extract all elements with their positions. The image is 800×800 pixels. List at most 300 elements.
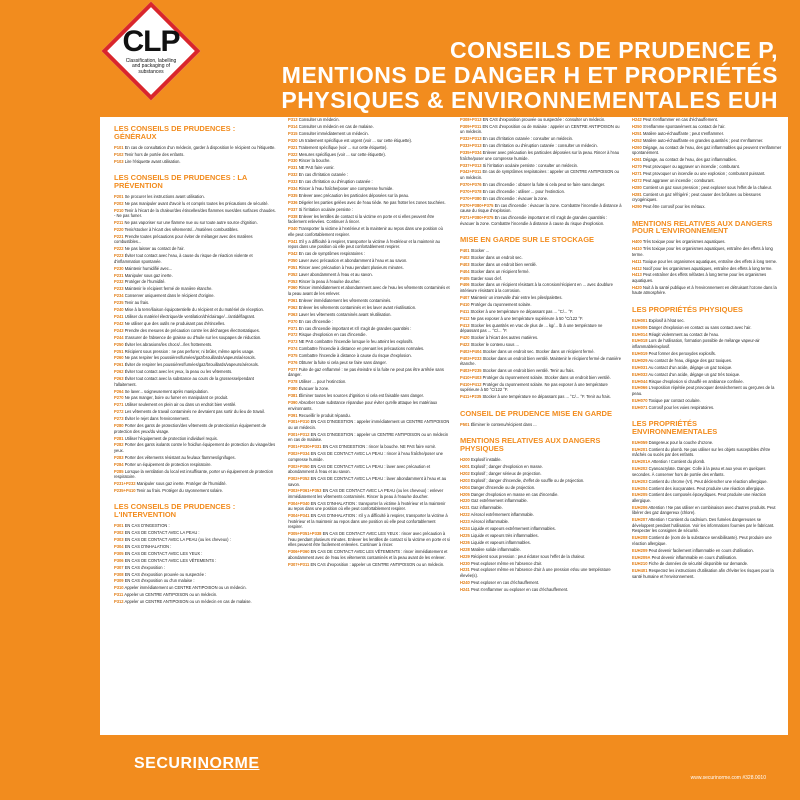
- statement-code: P210: [114, 207, 124, 213]
- statement-item: [288, 393, 450, 399]
- statement-text: Garder sous clef.: [470, 275, 502, 281]
- statement-item: [632, 405, 782, 411]
- title-line-1: CONSEILS DE PRUDENCE P,: [449, 37, 778, 63]
- statement-text: Rincer la bouche.: [298, 158, 331, 164]
- statement-text: Contient du plomb. Ne pas utiliser sur les objets susceptibles d'être mâchés ou sucés par des enfants.: [632, 446, 771, 458]
- statement-text: Peut s'enflammer ou exploser en cas d'échauffement.: [470, 586, 569, 592]
- statement-item: [288, 379, 450, 385]
- brand-part-1: SECURI: [134, 755, 198, 772]
- statement-code: P321: [288, 144, 298, 150]
- statement-code: P244: [114, 334, 124, 340]
- statement-text: Ne utiliser que des outils ne produisant pas d'étincelles.: [124, 320, 226, 326]
- statement-text: Se procurer les instructions avant utilisation.: [124, 193, 205, 199]
- statement-code: EUH202: [632, 466, 648, 472]
- statement-item: [288, 451, 450, 462]
- statement-text: Danger d'explosion en contact ou sans contact avec l'air.: [648, 324, 752, 330]
- statement-text: En cas d'incendie : évacuer la zone. Combattre l'incendie à distance à cause du risque d'explosion.: [460, 202, 622, 214]
- statement-text: EN CAS d'exposition ou de malaise : appeler un CENTRE ANTIPOISON ou un médecin.: [460, 123, 620, 135]
- statement-code: EUH207: [632, 517, 648, 523]
- statement-text: Explosif à l'état sec.: [648, 317, 685, 323]
- statement-item: [114, 220, 276, 226]
- statement-item: [632, 479, 782, 485]
- statement-item: [114, 234, 276, 245]
- statement-code: P311: [114, 592, 124, 598]
- statement-text: Porter des vêtements résistant au feu/aux flammes/ignifuges.: [124, 454, 236, 460]
- statement-item: [288, 444, 450, 450]
- statement-item: [114, 300, 276, 306]
- statement-item: [632, 138, 782, 144]
- statement-text: EN CAS D'INHALATION :: [124, 543, 172, 549]
- statement-code: P281: [114, 435, 124, 441]
- statement-item: [632, 358, 782, 364]
- statement-code: P312: [114, 599, 124, 605]
- statement-item: [460, 457, 622, 463]
- statement-code: H220: [460, 498, 470, 504]
- section-heading: MENTIONS RELATIVES AUX DANGERS PHYSIQUES: [460, 436, 601, 454]
- statement-code: EUH014: [632, 331, 648, 337]
- statement-code: P231+P232: [114, 481, 136, 487]
- statement-item: [460, 498, 622, 504]
- statement-code: P201: [114, 193, 124, 199]
- statement-item: [460, 309, 622, 315]
- statement-item: [114, 369, 276, 375]
- statement-code: H225: [460, 532, 470, 538]
- statement-item: [460, 587, 622, 593]
- statement-code: P340: [288, 226, 298, 232]
- statement-code: P377: [288, 366, 298, 372]
- statement-item: [288, 488, 450, 499]
- statement-text: Utiliser seulement en plein air ou dans un endroit bien ventilé.: [124, 402, 237, 408]
- statement-code: P405: [460, 275, 470, 281]
- statement-code: P333: [288, 179, 298, 185]
- statement-item: [114, 572, 276, 578]
- statement-code: P390: [288, 400, 298, 406]
- statement-text: Aérosol inflammable.: [470, 519, 509, 525]
- statement-text: Peut exploser même en l'absence d'air à une pression et/ou une température élevée(s).: [460, 567, 611, 578]
- statement-text: Porter un équipement de protection respiratoire.: [124, 461, 212, 467]
- statement-code: P380: [288, 386, 298, 392]
- statement-code: P350: [288, 257, 298, 263]
- statement-item: [632, 398, 782, 404]
- statement-text: Ne pas manipuler avant d'avoir lu et compris toutes les précautions de sécurité.: [124, 200, 269, 206]
- statement-code: P412: [460, 315, 470, 321]
- statement-code: P351: [288, 264, 298, 270]
- statement-code: P251: [114, 348, 124, 354]
- statement-text: Maintenir humidifié avec...: [124, 265, 173, 271]
- statement-item: [114, 376, 276, 387]
- statement-item: [632, 325, 782, 331]
- statement-item: [632, 440, 782, 446]
- statement-text: Combattre l'incendie à distance en prenant les précautions normales.: [298, 346, 425, 352]
- statement-code: P320: [288, 137, 298, 143]
- statement-item: [288, 332, 450, 338]
- statement-code: P264: [114, 388, 124, 394]
- statement-code: P342+P311: [460, 169, 482, 175]
- statement-item: [288, 346, 450, 352]
- statement-item: [460, 295, 622, 301]
- statement-text: Contient un gaz réfrigéré ; peut causer des brûlures ou blessures cryogéniques.: [632, 191, 761, 203]
- statement-item: [632, 171, 782, 177]
- statement-item: [288, 124, 450, 130]
- statement-text: EN CAS DE CONTACT AVEC LES YEUX : rincer avec précaution à l'eau pendant plusieurs minutes. Enlever les lentilles de contact si la victime en porte et si elles peuvent être facilement enlevées. Continuer à rincer.: [288, 531, 450, 548]
- statement-text: Consulter un médecin.: [298, 117, 340, 122]
- statement-code: EUH201A: [632, 459, 651, 465]
- statement-item: [632, 332, 782, 338]
- statement-code: EUH401: [632, 568, 648, 574]
- statement-code: EUH206: [632, 504, 648, 510]
- statement-text: Évacuer la zone.: [298, 386, 330, 392]
- statement-item: [114, 389, 276, 395]
- statement-text: NE PAS combattre l'incendie lorsque le feu atteint les explosifs.: [298, 339, 414, 345]
- page-title: [258, 38, 778, 112]
- statement-item: [114, 592, 276, 598]
- section-heading: LES CONSEILS DE PRUDENCES : L'INTERVENTION: [114, 502, 236, 520]
- statement-item: [460, 567, 622, 578]
- statement-code: P337+P313: [460, 162, 482, 168]
- statement-item: [288, 305, 450, 311]
- statement-item: [632, 272, 782, 283]
- statement-text: Rincer à l'eau fraîche/poser une compresse humide.: [298, 186, 394, 192]
- statement-item: [288, 131, 450, 137]
- statement-item: [288, 214, 450, 225]
- statement-code: P302: [114, 530, 124, 536]
- statement-code: P272: [114, 409, 124, 415]
- statement-text: Traitement spécifique (voir ... sur cette étiquette).: [298, 144, 388, 150]
- statement-code: P341: [288, 238, 298, 244]
- statement-text: Peut être corrosif pour les métaux.: [642, 204, 706, 209]
- statement-code: P370+P376: [460, 181, 482, 187]
- statement-item: [288, 353, 450, 359]
- statement-code: P420: [460, 334, 470, 340]
- statement-item: [288, 312, 450, 318]
- statement-item: [460, 368, 622, 374]
- statement-text: Au contact de l'eau, dégage des gaz toxiques.: [648, 357, 733, 363]
- statement-text: Peut exploser même en l'absence d'air.: [470, 560, 543, 566]
- statement-item: [460, 255, 622, 261]
- column-3: [460, 117, 622, 735]
- statement-item: [460, 143, 622, 149]
- statement-text: Fiche de données de sécurité disponible sur demande.: [648, 561, 749, 567]
- statement-item: [114, 328, 276, 334]
- statement-item: [460, 269, 622, 275]
- statement-code: P301+P312: [288, 431, 310, 437]
- statement-item: [460, 540, 622, 546]
- statement-text: Matière solide inflammable.: [470, 546, 521, 552]
- statement-code: P103: [114, 158, 124, 164]
- statement-text: Porter des gants isolants contre le froid/un équipement de protection du visage/des yeux.: [114, 442, 276, 453]
- statement-item: [288, 239, 450, 250]
- statement-text: Éviter tout contact avec l'eau, à cause du risque de réaction violente et d'inflammation spontanée.: [114, 253, 253, 264]
- statement-item: [288, 400, 450, 411]
- statement-text: Enlever les vêtements contaminés et les laver avant réutilisation.: [298, 304, 417, 310]
- statement-item: [288, 319, 450, 325]
- statement-code: P309+P311: [460, 123, 482, 129]
- statement-item: [114, 279, 276, 285]
- statement-code: P250: [114, 341, 124, 347]
- statement-text: EN CAS D'INGESTION :: [124, 523, 170, 529]
- statement-text: En cas de symptômes respiratoires : appeler un CENTRE ANTIPOISON ou un médecin.: [460, 169, 619, 180]
- statement-item: [114, 286, 276, 292]
- statement-code: P373: [288, 339, 298, 345]
- statement-text: Si l'irritation oculaire persiste : consulter un médecin.: [482, 162, 579, 168]
- statement-code: P235: [114, 300, 124, 306]
- statement-code: P333+P313: [460, 143, 482, 149]
- statement-text: Appeler un CENTRE ANTIPOISON ou un médecin en cas de malaise.: [124, 599, 252, 605]
- statement-text: Gaz extrêmement inflammable.: [470, 498, 528, 504]
- statement-text: Stocker les quantités en vrac de plus de ... kg/... lb à une température ne dépassant pas ... °C/... °F.: [460, 322, 603, 334]
- statement-text: Liquide et vapeurs très inflammables.: [470, 532, 539, 538]
- statement-item: [632, 259, 782, 265]
- statement-text: EN CAS d'exposition prouvée ou suspectée :: [124, 571, 207, 577]
- statement-code: H203: [460, 477, 470, 483]
- statement-text: EN CAS d'exposition :: [124, 564, 165, 570]
- statement-item: [632, 568, 782, 579]
- statement-code: P301+P330+P331: [288, 444, 322, 450]
- statement-text: Peut former des peroxydes explosifs.: [648, 350, 716, 356]
- statement-text: Dégage, au contact de l'eau, des gaz inflammables qui peuvent s'enflammer spontanément.: [632, 144, 782, 156]
- statement-text: Un traitement spécifique est urgent (voir ... sur cette étiquette).: [298, 137, 413, 143]
- statement-item: [460, 464, 622, 470]
- statement-text: Attention ! Ne pas utiliser en combinaison avec d'autres produits. Peut libérer des gaz dangereux (chlore).: [632, 504, 776, 516]
- statement-text: Tenir hors de portée des enfants.: [124, 151, 185, 157]
- statement-code: P307+P311: [288, 561, 310, 567]
- statement-text: Prendre toutes précautions pour éviter de mélanger avec des matières combustibles...: [114, 233, 253, 245]
- statement-text: Tenir au frais.: [124, 300, 150, 306]
- statement-item: [288, 158, 450, 164]
- statement-code: H242: [632, 117, 642, 122]
- statement-text: Stocker dans un récipient résistant à la corrosion/récipient en ... avec doublure intérieure résistant à la corrosion.: [460, 282, 613, 293]
- statement-text: Rincer avec précaution à l'eau pendant plusieurs minutes.: [298, 264, 404, 270]
- statement-item: [632, 338, 782, 349]
- statement-code: P243: [114, 327, 124, 333]
- statement-item: [632, 365, 782, 371]
- statement-item: [114, 395, 276, 401]
- statement-item: [632, 459, 782, 465]
- statement-code: EUH059: [632, 440, 648, 445]
- statement-text: Rincer la peau à l'eau/se doucher.: [298, 278, 361, 284]
- statement-code: P285: [114, 468, 124, 474]
- statement-item: [114, 349, 276, 355]
- statement-text: Nuit à la santé publique et à l'environnement en détruisant l'ozone dans la haute atmosphère.: [632, 284, 777, 296]
- statement-item: [288, 207, 450, 213]
- statement-code: EUH071: [632, 404, 648, 410]
- statement-code: H411: [632, 258, 642, 264]
- statement-code: EUH018: [632, 338, 648, 344]
- statement-code: P410: [460, 301, 470, 307]
- statement-item: [114, 442, 276, 453]
- statement-code: P241: [114, 313, 124, 319]
- statement-code: P306+P360: [288, 549, 310, 555]
- statement-item: [460, 335, 622, 341]
- statement-text: En cas d'incendie important et s'il s'agit de grandes quantités : évacuer la zone. Combattre l'incendie à distance à cause du risque d'explosion.: [460, 215, 608, 226]
- statement-text: Lorsque la ventilation du local est insuffisante, porter un équipement de protection respiratoire.: [114, 468, 274, 480]
- statement-code: P378: [288, 379, 298, 385]
- statement-code: P301+P310: [288, 419, 310, 425]
- statement-item: [632, 466, 782, 477]
- statement-text: Éviter le rejet dans l'environnement.: [124, 416, 190, 422]
- statement-text: Peut aggraver un incendie ; comburant.: [642, 177, 715, 183]
- statement-text: Maintenir le récipient fermé de manière étanche.: [124, 286, 213, 292]
- statement-code: P240: [114, 307, 124, 313]
- statement-code: P363: [288, 311, 298, 317]
- statement-code: P271: [114, 402, 124, 408]
- statement-code: H240: [460, 579, 470, 585]
- statement-item: [632, 447, 782, 458]
- statement-item: [632, 555, 782, 561]
- statement-code: P335+P334: [460, 150, 482, 156]
- statement-item: [288, 419, 450, 430]
- statement-code: P242: [114, 320, 124, 326]
- statement-item: [288, 179, 450, 185]
- statement-text: Liquide et vapeurs inflammables.: [470, 539, 531, 545]
- statement-code: P260: [114, 355, 124, 361]
- statement-item: [114, 314, 276, 320]
- statement-code: EUH029: [632, 357, 648, 363]
- statement-item: [460, 117, 622, 123]
- statement-item: [460, 422, 622, 428]
- statement-code: P403: [460, 261, 470, 267]
- statement-item: [460, 512, 622, 518]
- statement-item: [114, 436, 276, 442]
- statement-item: [460, 262, 622, 268]
- statement-item: [288, 513, 450, 530]
- statement-text: Contient des composés époxydiques. Peut produire une réaction allergique.: [632, 492, 767, 503]
- statement-item: [288, 186, 450, 192]
- statement-text: Stocker à une température ne dépassant pas ... °C/... °F. Tenir au frais.: [482, 394, 611, 400]
- statement-code: H272: [632, 177, 642, 183]
- statement-code: H201: [460, 463, 470, 469]
- statement-text: EN CAS DE CONTACT AVEC LA PEAU : laver abondamment à l'eau et au savon.: [288, 476, 447, 487]
- statement-text: En cas d'irritation cutanée : consulter un médecin.: [482, 136, 574, 142]
- statement-item: [632, 204, 782, 210]
- statement-item: [114, 530, 276, 536]
- statement-text: Transporter la victime à l'extérieur et la maintenir au repos dans une position où elle peut confortablement respirer.: [288, 226, 443, 237]
- statement-item: [460, 302, 622, 308]
- statement-text: Risque d'explosion en cas d'incendie.: [298, 332, 367, 338]
- statement-text: Ne pas exposer à une température supérieure à 50 °C/122 °F.: [470, 315, 584, 321]
- statement-item: [114, 355, 276, 361]
- statement-code: EUH032: [632, 371, 648, 377]
- statement-code: H290: [632, 204, 642, 209]
- statement-text: Danger d'explosion en masse en cas d'incendie.: [470, 491, 559, 497]
- statement-item: [632, 164, 782, 170]
- statement-text: Stocker dans un endroit bien ventilé.: [470, 261, 537, 267]
- statement-code: H270: [632, 163, 642, 169]
- statement-item: [460, 342, 622, 348]
- statement-text: EN CAS d'exposition ou d'un malaise :: [124, 578, 195, 584]
- statement-text: Enlever les lentilles de contact si la victime en porte et si elles peuvent être facilement enlevées. Continuer à rincer.: [288, 213, 435, 225]
- statement-item: [632, 379, 782, 385]
- statement-text: Danger d'incendie ou de projection.: [470, 484, 536, 490]
- statement-text: Laver les vêtements contaminés avant réutilisation.: [298, 311, 392, 317]
- statement-code: H223: [460, 519, 470, 525]
- statement-code: P270: [114, 395, 124, 401]
- statement-code: H250: [632, 123, 642, 129]
- statement-code: P376: [288, 360, 298, 366]
- statement-item: [114, 402, 276, 408]
- statement-text: EN CAS D'INGESTION : rincer la bouche. NE PAS faire vomir.: [322, 444, 436, 450]
- statement-text: Peut provoquer un incendie ou une explosion ; comburant puissant.: [642, 170, 766, 176]
- statement-item: [460, 196, 622, 202]
- statement-code: P283: [114, 454, 124, 460]
- statement-text: EN CAS d'exposition prouvée ou suspectée : consulter un médecin.: [482, 117, 606, 122]
- statement-text: Explosif ; danger d'explosion en masse.: [470, 463, 543, 469]
- statement-text: Prendre des mesures de précaution contre les décharges électrostatiques.: [124, 327, 260, 333]
- statement-text: Lire l'étiquette avant utilisation.: [124, 158, 181, 164]
- statement-text: En cas de symptômes respiratoires :: [298, 250, 365, 256]
- statement-text: EN CAS DE CONTACT AVEC LA PEAU : rincer à l'eau fraîche/poser une compresse humide.: [288, 451, 443, 462]
- statement-code: P304: [114, 543, 124, 549]
- statement-code: H202: [460, 470, 470, 476]
- statement-text: Obturer la fuite si cela peut se faire sans danger.: [298, 360, 387, 366]
- statement-code: P404: [460, 268, 470, 274]
- statement-item: [114, 253, 276, 264]
- statement-code: P202: [114, 200, 124, 206]
- statement-item: [460, 323, 622, 334]
- statement-code: P232: [114, 279, 124, 285]
- statement-item: [288, 531, 450, 548]
- statement-text: EN CAS DE CONTACT AVEC LA PEAU (ou les cheveux) : enlever immédiatement les vêtements contaminés. Rincer la peau à l'eau/se doucher.: [288, 488, 444, 499]
- statement-text: Nocif pour les organismes aquatiques, entraîne des effets à long terme.: [642, 265, 773, 271]
- statement-code: P410+P412: [460, 381, 482, 387]
- statement-code: H420: [632, 284, 642, 290]
- statement-item: [460, 492, 622, 498]
- statement-code: P302+P352: [288, 476, 310, 482]
- statement-code: H280: [632, 184, 642, 190]
- statement-text: EN CAS DE CONTACT AVEC LA PEAU (ou les cheveux) :: [124, 537, 231, 543]
- statement-item: [288, 272, 450, 278]
- statement-item: [460, 505, 622, 511]
- statement-code: EUH066: [632, 385, 648, 391]
- footer: [100, 735, 788, 800]
- statement-text: Respectez les instructions d'utilisation afin d'éviter les risques pour la santé humaine et l'environnement.: [632, 568, 774, 579]
- statement-item: [288, 193, 450, 199]
- statement-item: [288, 165, 450, 171]
- statement-text: Utiliser l'équipement de protection individuel requis.: [124, 435, 218, 441]
- statement-code: H224: [460, 526, 470, 532]
- statement-code: H221: [460, 505, 470, 511]
- statement-item: [288, 339, 450, 345]
- statement-item: [460, 478, 622, 484]
- statement-code: P401: [460, 247, 470, 253]
- statement-text: NE PAS faire vomir.: [298, 165, 335, 171]
- statement-item: [288, 360, 450, 366]
- statement-text: Dégage, au contact de l'eau, des gaz inflammables.: [642, 157, 737, 163]
- statement-code: H412: [632, 265, 642, 271]
- statement-code: H228: [460, 546, 470, 552]
- statement-item: [288, 138, 450, 144]
- statement-text: Ne pas laisser au contact de l'air.: [124, 246, 185, 252]
- statement-text: Stocker dans un endroit sec. Stocker dans un récipient fermé.: [482, 348, 595, 354]
- statement-text: Stocker dans un endroit bien ventilé. Tenir au frais.: [482, 368, 575, 374]
- statement-text: EN CAS D'INGESTION : appeler immédiatement un CENTRE ANTIPOISON ou un médecin.: [288, 419, 450, 430]
- statement-code: P501: [460, 421, 470, 427]
- statement-code: P221: [114, 233, 124, 239]
- statement-code: P342: [288, 250, 298, 256]
- statement-text: Gaz inflammable.: [470, 505, 503, 511]
- statement-code: P223: [114, 253, 124, 259]
- statement-item: [460, 375, 622, 381]
- logo-subtitle: Classification, labelling and packaging of substances: [125, 57, 177, 75]
- statement-text: En cas d'incendie :: [298, 318, 333, 324]
- statement-code: P336: [288, 199, 298, 205]
- statement-code: H252: [632, 137, 642, 143]
- statement-item: [114, 266, 276, 272]
- statement-item: [460, 169, 622, 180]
- statement-text: Au contact d'un acide, dégage un gaz toxique.: [648, 364, 733, 370]
- statement-text: Toxique pour les organismes aquatiques, entraîne des effets à long terme.: [642, 258, 778, 264]
- statement-item: [460, 356, 622, 367]
